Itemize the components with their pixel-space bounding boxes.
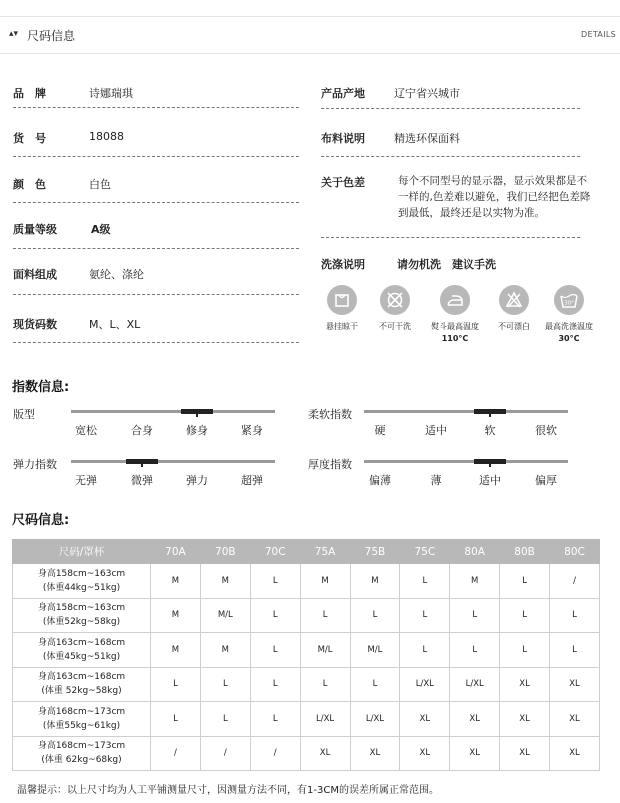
table-cell: L xyxy=(400,633,450,668)
table-cell: L xyxy=(250,667,300,702)
wash-item-no-bleach xyxy=(489,285,539,333)
table-cell: L xyxy=(350,667,400,702)
table-cell: L/XL xyxy=(300,702,350,737)
table-row xyxy=(13,633,600,668)
divider xyxy=(13,107,299,108)
row-weight-range: (体重 52kg~58kg) xyxy=(41,686,122,697)
index-name: 弹力指数 xyxy=(13,458,57,471)
index-section-title: 指数信息: xyxy=(12,380,70,395)
divider xyxy=(13,156,299,157)
table-cell: L xyxy=(151,667,201,702)
table-cell: XL xyxy=(400,702,450,737)
table-cell: L xyxy=(450,598,500,633)
index-option: 偏薄 xyxy=(369,474,391,487)
iron-icon xyxy=(440,285,470,315)
table-cell: L xyxy=(550,633,600,668)
table-header-cup: 70C xyxy=(250,540,300,564)
row-height-range: 身高163cm~168cm xyxy=(37,637,126,648)
attr-key: 现货码数 xyxy=(13,318,57,331)
header-details-label: DETAILS xyxy=(581,30,616,39)
table-cell: L/XL xyxy=(400,667,450,702)
divider xyxy=(13,248,299,249)
attr-key: 洗涤说明 xyxy=(321,258,365,271)
hang-dry-icon xyxy=(327,285,357,315)
table-cell: L xyxy=(400,564,450,599)
row-weight-range: (体重55kg~61kg) xyxy=(42,720,121,731)
table-cell: L xyxy=(500,598,550,633)
attr-value: 请勿机洗 建议手洗 xyxy=(397,258,496,271)
index-name: 厚度指数 xyxy=(308,458,352,471)
row-label xyxy=(13,736,151,771)
table-cell: M xyxy=(200,633,250,668)
table-cell: L xyxy=(500,633,550,668)
table-header-cup: 75C xyxy=(400,540,450,564)
attr-value: 辽宁省兴城市 xyxy=(394,87,460,100)
color-diff-note: 每个不同型号的显示器，显示效果都是不一样的,色差难以避免，我们已经把色差降到最低，最终还是以实物为准。 xyxy=(398,175,591,219)
row-label xyxy=(13,598,151,633)
table-cell: M xyxy=(350,564,400,599)
table-header-cup: 80B xyxy=(500,540,550,564)
wash-item-wash-30 xyxy=(544,285,594,345)
table-cell: L xyxy=(500,564,550,599)
table-cell: L xyxy=(151,702,201,737)
index-option: 宽松 xyxy=(75,424,97,437)
row-height-range: 身高168cm~173cm xyxy=(37,706,126,717)
index-selected-tick xyxy=(141,462,143,467)
wash-label: 悬挂晾干 xyxy=(326,322,358,331)
table-cell: L xyxy=(250,702,300,737)
svg-text:30°: 30° xyxy=(564,300,574,307)
table-cell: L xyxy=(200,702,250,737)
row-label xyxy=(13,702,151,737)
index-option: 适中 xyxy=(479,474,501,487)
table-cell: L/XL xyxy=(350,702,400,737)
table-cell: XL xyxy=(550,667,600,702)
table-cell: L xyxy=(350,598,400,633)
index-scale-bar xyxy=(364,460,568,463)
table-header-cup: 80C xyxy=(550,540,600,564)
attr-key: 品 牌 xyxy=(13,87,46,100)
table-cell: XL xyxy=(500,702,550,737)
index-scale-bar xyxy=(364,410,568,413)
index-option: 微弹 xyxy=(131,474,153,487)
attr-key: 产品产地 xyxy=(321,87,365,100)
index-selected-tick xyxy=(196,412,198,417)
table-cell: XL xyxy=(400,736,450,771)
index-name: 版型 xyxy=(13,408,35,421)
table-cell: / xyxy=(151,736,201,771)
table-row xyxy=(13,702,600,737)
row-weight-range: (体重52kg~58kg) xyxy=(42,617,121,628)
index-option: 紧身 xyxy=(241,424,263,437)
size-table xyxy=(12,539,600,771)
index-scale-bar xyxy=(71,410,275,413)
row-label xyxy=(13,633,151,668)
attr-key: 颜 色 xyxy=(13,178,46,191)
divider xyxy=(13,294,299,295)
divider xyxy=(321,108,580,109)
index-softness xyxy=(308,406,578,442)
index-option: 薄 xyxy=(430,474,442,487)
table-row xyxy=(13,667,600,702)
wash-label: 最高洗涤温度 30°C xyxy=(545,322,593,343)
table-cell: XL xyxy=(450,736,500,771)
table-cell: L xyxy=(450,633,500,668)
attr-key: 货 号 xyxy=(13,132,46,145)
index-option: 修身 xyxy=(186,424,208,437)
table-cell: XL xyxy=(500,736,550,771)
row-height-range: 身高158cm~163cm xyxy=(37,603,126,614)
table-row xyxy=(13,598,600,633)
wash-30-icon xyxy=(554,285,584,315)
table-cell: M xyxy=(300,564,350,599)
table-cell: L xyxy=(300,667,350,702)
table-header-cup: 75B xyxy=(350,540,400,564)
footnote: 温馨提示：以上尺寸均为人工平铺测量尺寸，因测量方法不同，有1-3CM的误差所属正常范围。 xyxy=(17,785,439,796)
table-header-size-cup: 尺码/罩杯 xyxy=(13,540,151,564)
table-cell: L xyxy=(250,633,300,668)
divider xyxy=(13,342,299,343)
table-cell: M xyxy=(151,598,201,633)
index-option: 无弹 xyxy=(75,474,97,487)
wash-item-no-dry-clean xyxy=(370,285,420,333)
table-cell: XL xyxy=(350,736,400,771)
index-name: 柔软指数 xyxy=(308,408,352,421)
index-option: 偏厚 xyxy=(535,474,557,487)
table-cell: M xyxy=(200,564,250,599)
divider xyxy=(321,237,580,238)
attr-value: 氨纶、涤纶 xyxy=(89,268,144,281)
row-weight-range: (体重44kg~51kg) xyxy=(42,582,121,593)
table-cell: / xyxy=(250,736,300,771)
index-selected-tick xyxy=(489,462,491,467)
index-option: 很软 xyxy=(535,424,557,437)
table-cell: L xyxy=(250,564,300,599)
table-row xyxy=(13,564,600,599)
section-header xyxy=(0,16,620,54)
collapse-arrow-icon[interactable]: ▴▾ xyxy=(9,29,19,39)
index-option: 合身 xyxy=(131,424,153,437)
index-option: 软 xyxy=(484,424,496,437)
attr-value: 诗娜瑞琪 xyxy=(89,87,133,100)
attr-value: 白色 xyxy=(89,178,111,191)
table-header-cup: 80A xyxy=(450,540,500,564)
table-cell: XL xyxy=(500,667,550,702)
index-option: 硬 xyxy=(374,424,386,437)
wash-label: 熨斗最高温度 110°C xyxy=(431,322,479,343)
index-fit xyxy=(13,406,283,442)
attr-key: 关于色差 xyxy=(321,176,365,189)
table-cell: / xyxy=(550,564,600,599)
table-cell: L xyxy=(400,598,450,633)
attr-value: 18088 xyxy=(89,130,124,143)
row-weight-range: (体重45kg~51kg) xyxy=(42,651,121,662)
attr-key: 布料说明 xyxy=(321,132,365,145)
table-cell: L xyxy=(200,667,250,702)
table-cell: M xyxy=(450,564,500,599)
divider xyxy=(321,156,580,157)
table-row xyxy=(13,736,600,771)
wash-label: 不可干洗 xyxy=(379,322,411,331)
index-selected-tick xyxy=(489,412,491,417)
table-header-cup: 70A xyxy=(151,540,201,564)
row-weight-range: (体重 62kg~68kg) xyxy=(41,755,122,766)
wash-label: 不可漂白 xyxy=(498,322,530,331)
table-cell: L/XL xyxy=(450,667,500,702)
row-height-range: 身高168cm~173cm xyxy=(37,741,126,752)
size-section-title: 尺码信息: xyxy=(12,513,70,528)
table-cell: XL xyxy=(450,702,500,737)
table-cell: M xyxy=(151,633,201,668)
table-header-cup: 70B xyxy=(200,540,250,564)
table-cell: M/L xyxy=(200,598,250,633)
table-cell: M/L xyxy=(300,633,350,668)
table-header-cup: 75A xyxy=(300,540,350,564)
row-height-range: 身高163cm~168cm xyxy=(37,672,126,683)
table-cell: L xyxy=(250,598,300,633)
wash-item-iron xyxy=(430,285,480,345)
row-height-range: 身高158cm~163cm xyxy=(37,568,126,579)
table-cell: M xyxy=(151,564,201,599)
index-option: 弹力 xyxy=(186,474,208,487)
no-dry-clean-icon xyxy=(380,285,410,315)
attr-value: M、L、XL xyxy=(89,318,141,331)
attr-value: A级 xyxy=(91,223,111,236)
index-option: 超弹 xyxy=(241,474,263,487)
index-thickness xyxy=(308,456,578,492)
table-cell: L xyxy=(300,598,350,633)
no-bleach-icon xyxy=(499,285,529,315)
table-cell: L xyxy=(550,598,600,633)
table-cell: XL xyxy=(300,736,350,771)
index-elasticity xyxy=(13,456,283,492)
table-cell: XL xyxy=(550,736,600,771)
table-header-row xyxy=(13,540,600,564)
divider xyxy=(13,202,299,203)
index-option: 适中 xyxy=(425,424,447,437)
table-cell: XL xyxy=(550,702,600,737)
table-cell: / xyxy=(200,736,250,771)
row-label xyxy=(13,564,151,599)
attr-key: 面料组成 xyxy=(13,268,57,281)
index-scale-bar xyxy=(71,460,275,463)
attr-value: 精选环保面料 xyxy=(394,132,460,145)
table-cell: M/L xyxy=(350,633,400,668)
row-label xyxy=(13,667,151,702)
attr-key: 质量等级 xyxy=(13,223,57,236)
header-title: 尺码信息 xyxy=(27,29,76,43)
